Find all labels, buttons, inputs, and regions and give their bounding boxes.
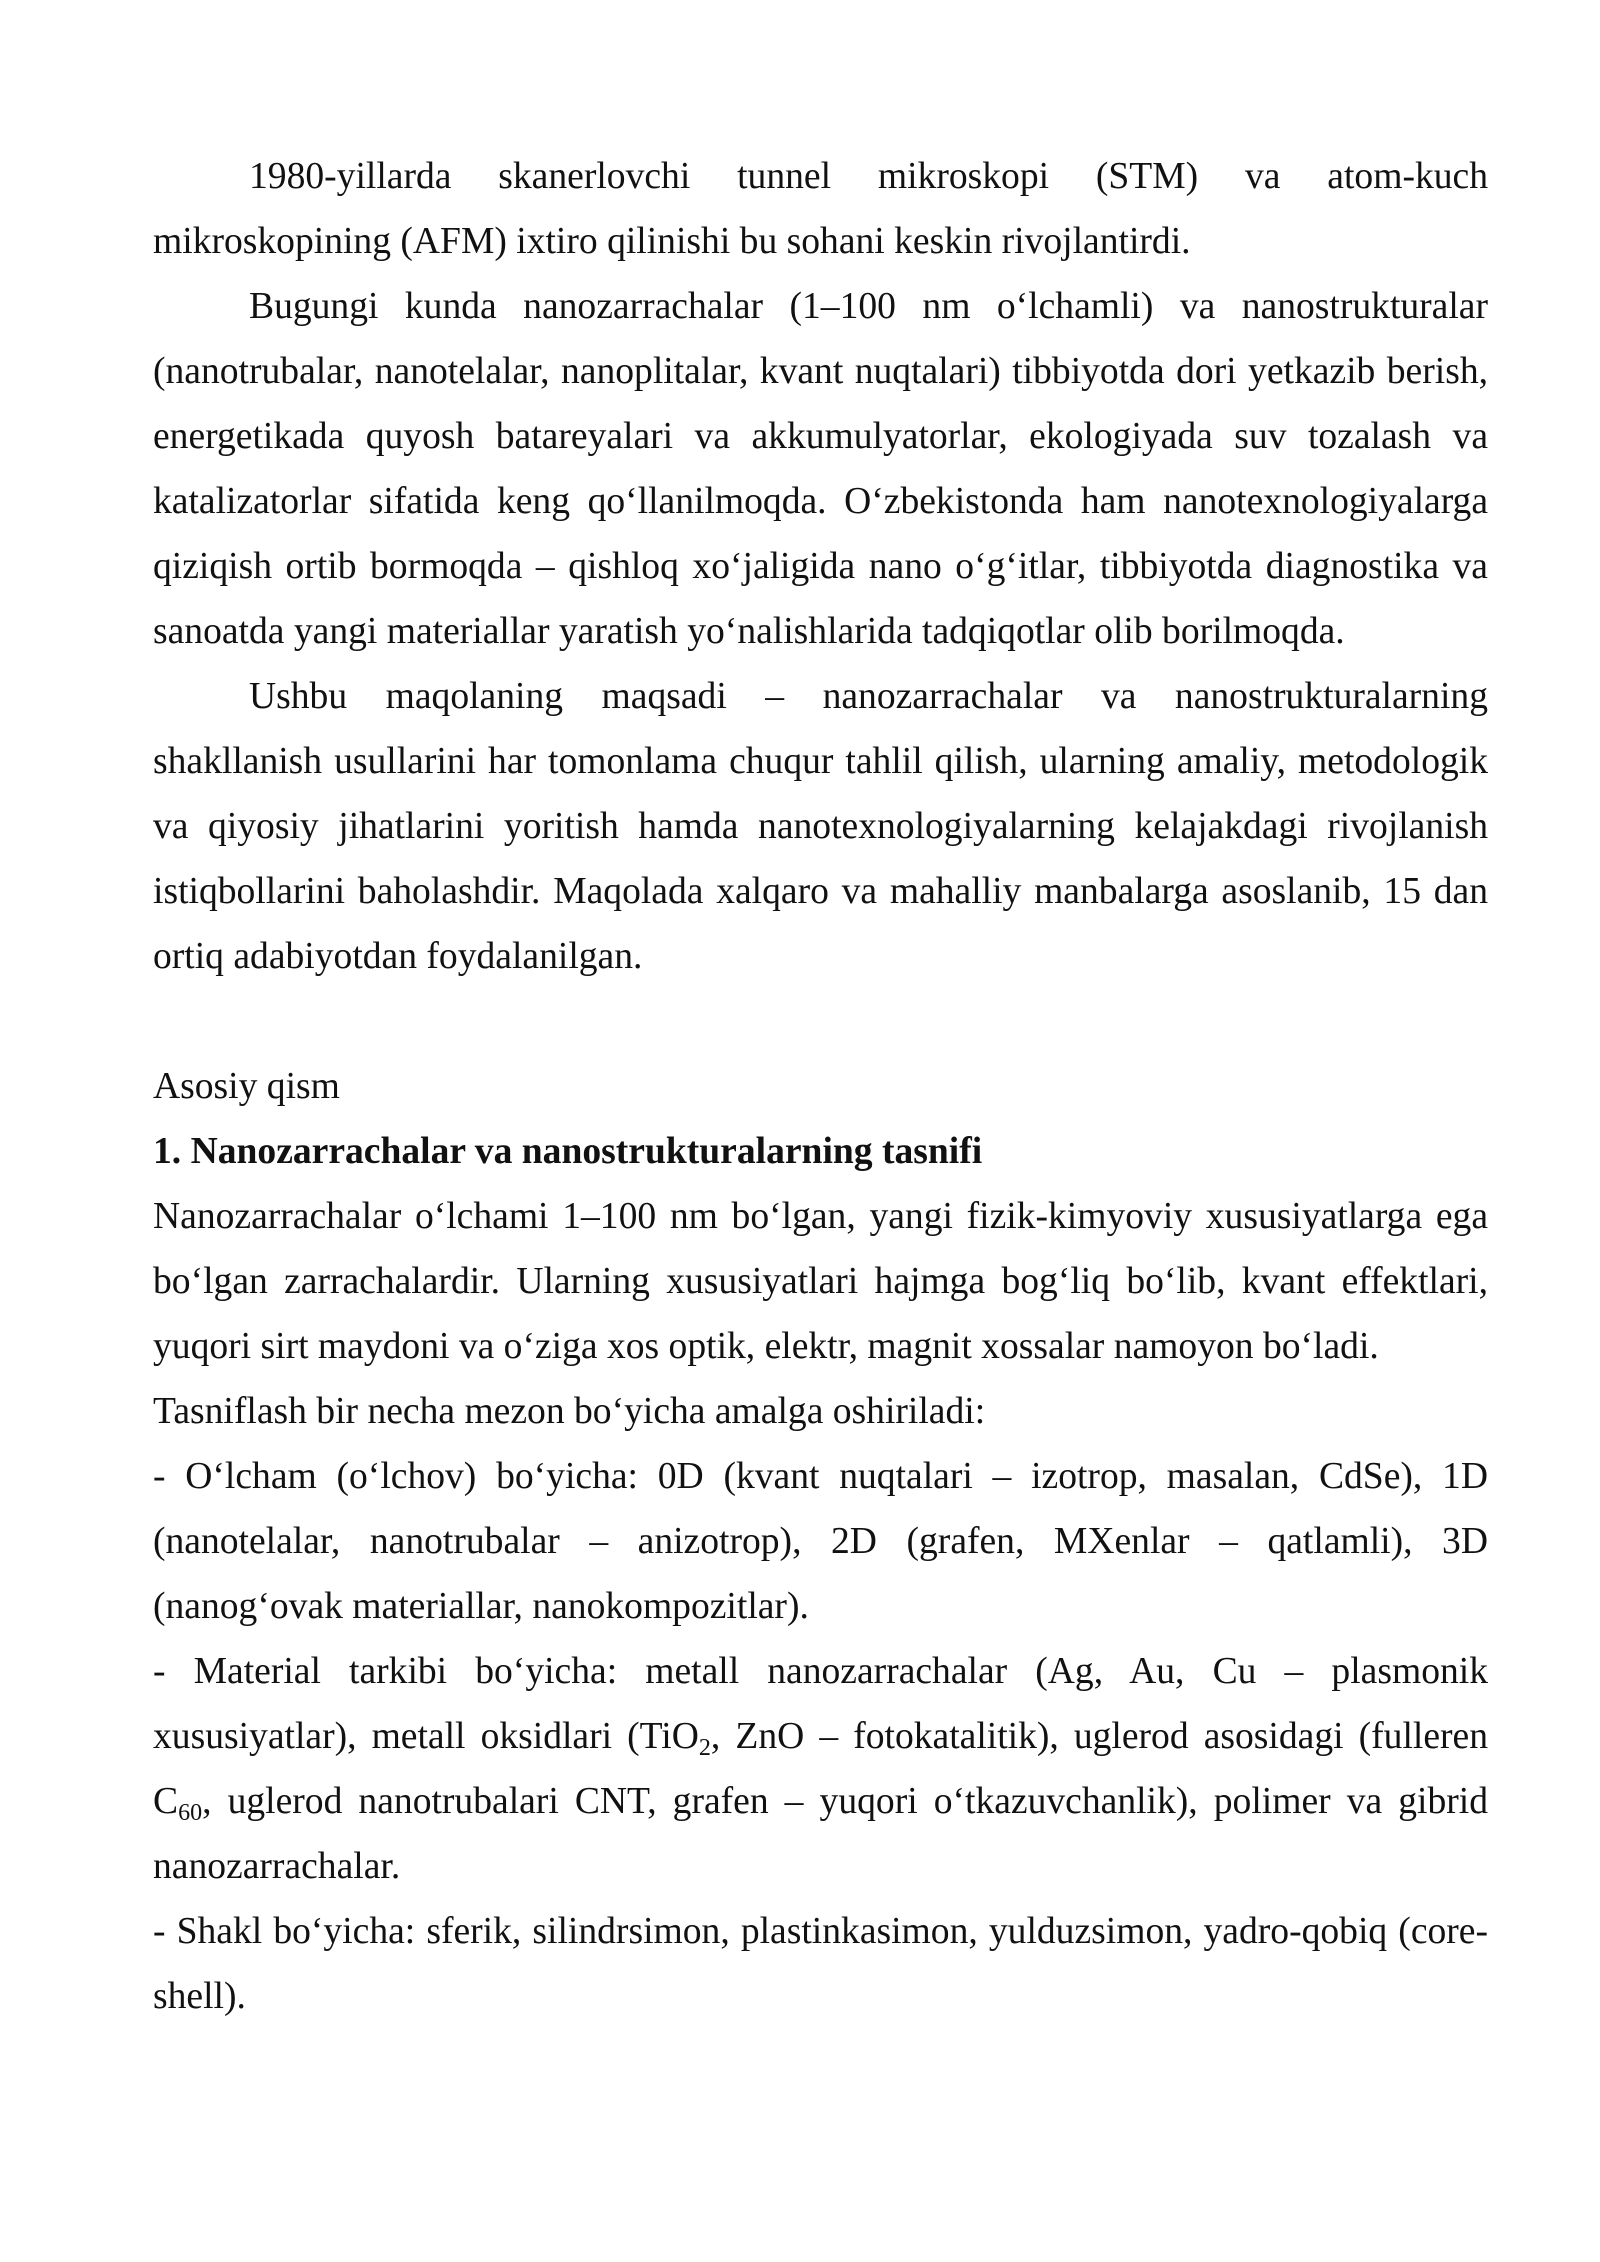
material-text-part1: - Material tarkibi bo‘yicha: metall nanozarrachalar (Ag, Au, Cu – plasmonik xususiyatlar), metall oksidlari (TiO <box>153 1651 1488 1757</box>
classification-by-shape: - Shakl bo‘yicha: sferik, silindrsimon, plastinkasimon, yulduzsimon, yadro-qobiq (core-shell). <box>153 1911 1488 2017</box>
classification-by-material <box>153 1639 1488 1899</box>
tio2-subscript: 2 <box>698 1734 711 1761</box>
c60-subscript: 60 <box>178 1799 203 1826</box>
definition-paragraph: Nanozarrachalar o‘lchami 1–100 nm bo‘lgan, yangi fizik-kimyoviy xususiyatlarga ega bo‘lgan zarrachalardir. Ularning xususiyatlari hajmga bog‘liq bo‘lib, kvant effektlari, yuqori sirt maydoni va o‘ziga xos optik, elektr, magnit xossalar namoyon bo‘ladi. <box>153 1196 1488 1367</box>
material-text-part2: , ZnO – fotokatalitik), uglerod asosidagi (fulleren C <box>153 1716 1489 1822</box>
blank-line <box>153 989 1488 1054</box>
intro-paragraph-purpose: Ushbu maqolaning maqsadi – nanozarrachalar va nanostrukturalarning shakllanish usullarini har tomonlama chuqur tahlil qilish, ularning amaliy, metodologik va qiyosiy jihatlarini yoritish hamda nanotexnologiyalarning kelajakdagi rivojlanish istiqbollarini baholashdir. Maqolada xalqaro va mahalliy manbalarga asoslanib, 15 dan ortiq adabiyotdan foydalanilgan. <box>153 676 1488 977</box>
classification-intro: Tasniflash bir necha mezon bo‘yicha amalga oshiriladi: <box>153 1391 986 1432</box>
classification-by-size: - O‘lcham (o‘lchov) bo‘yicha: 0D (kvant nuqtalari – izotrop, masalan, CdSe), 1D (nanotelalar, nanotrubalar – anizotrop), 2D (grafen, MXenlar – qatlamli), 3D (nanog‘ovak materiallar, nanokompozitlar). <box>153 1456 1488 1627</box>
document-body <box>153 144 1488 2029</box>
material-text-part3: , uglerod nanotrubalari CNT, grafen – yuqori o‘tkazuvchanlik), polimer va gibrid nanozarrachalar. <box>153 1781 1488 1887</box>
section-label: Asosiy qism <box>153 1066 340 1107</box>
section-heading: 1. Nanozarrachalar va nanostrukturalarning tasnifi <box>153 1131 983 1172</box>
intro-paragraph-history: 1980-yillarda skanerlovchi tunnel mikroskopi (STM) va atom-kuch mikroskopining (AFM) ixtiro qilinishi bu sohani keskin rivojlantirdi. <box>153 156 1488 262</box>
intro-paragraph-applications: Bugungi kunda nanozarrachalar (1–100 nm o‘lchamli) va nanostrukturalar (nanotrubalar, nanotelalar, nanoplitalar, kvant nuqtalari) tibbiyotda dori yetkazib berish, energetikada quyosh batareyalari va akkumulyatorlar, ekologiyada suv tozalash va katalizatorlar sifatida keng qo‘llanilmoqda. O‘zbekistonda ham nanotexnologiyalarga qiziqish ortib bormoqda – qishloq xo‘jaligida nano o‘g‘itlar, tibbiyotda diagnostika va sanoatda yangi materiallar yaratish yo‘nalishlarida tadqiqotlar olib borilmoqda. <box>153 286 1488 652</box>
